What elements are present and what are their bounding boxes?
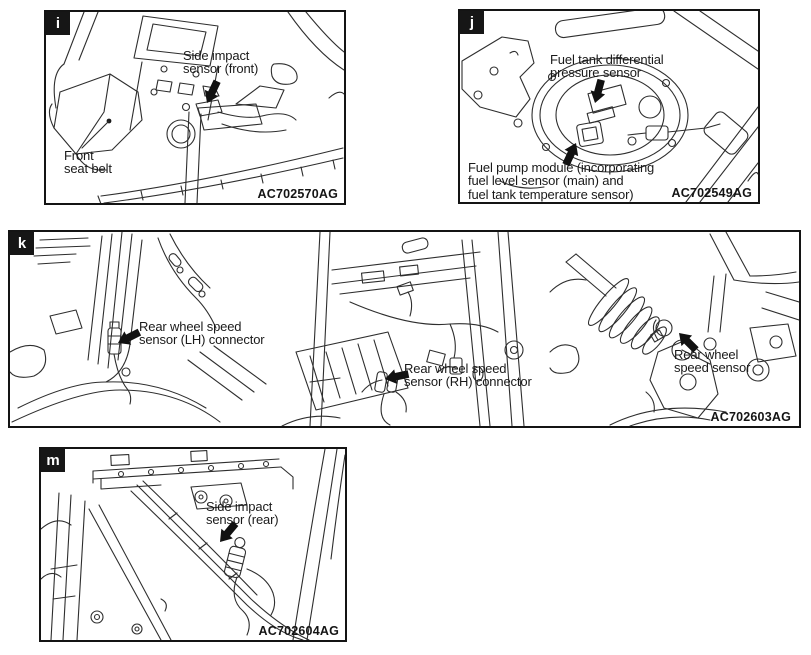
illustration-code: AC702570AG: [257, 187, 338, 201]
panel-k: [8, 230, 801, 428]
callout-fuel-pump-module: Fuel pump module (incorporating fuel level sensor (main) and fuel tank temperature sensor): [468, 160, 655, 202]
panel-m-illustration: [41, 449, 345, 640]
illustration-code: AC702603AG: [710, 410, 791, 424]
callout-side-impact-sensor-front: Side impact sensor (front): [183, 48, 259, 77]
panel-m-letter-badge: m: [41, 449, 65, 472]
panel-m: [39, 447, 347, 642]
illustration-code: AC702549AG: [671, 186, 752, 200]
callout-fuel-tank-differential-pressure-sensor: Fuel tank differential pressure sensor: [550, 52, 664, 81]
callout-rear-wheel-speed-sensor-rh-connector: Rear wheel speed sensor (RH) connector: [404, 361, 532, 390]
panel-k-letter-badge: k: [10, 232, 34, 255]
panel-j: [458, 9, 760, 204]
callout-side-impact-sensor-rear: Side impact sensor (rear): [206, 499, 279, 528]
callout-rear-wheel-speed-sensor-lh-connector: Rear wheel speed sensor (LH) connector: [139, 319, 265, 348]
illustration-code: AC702604AG: [258, 624, 339, 638]
panel-j-letter-badge: j: [460, 11, 484, 34]
callout-front-seat-belt: Front seat belt: [64, 148, 112, 177]
pointer-arrow-icon: [588, 78, 609, 105]
callout-rear-wheel-speed-sensor: Rear wheel speed sensor: [674, 347, 751, 376]
panel-i: [44, 10, 346, 205]
panel-i-letter-badge: i: [46, 12, 70, 35]
panel-k-illustration: [10, 232, 799, 426]
